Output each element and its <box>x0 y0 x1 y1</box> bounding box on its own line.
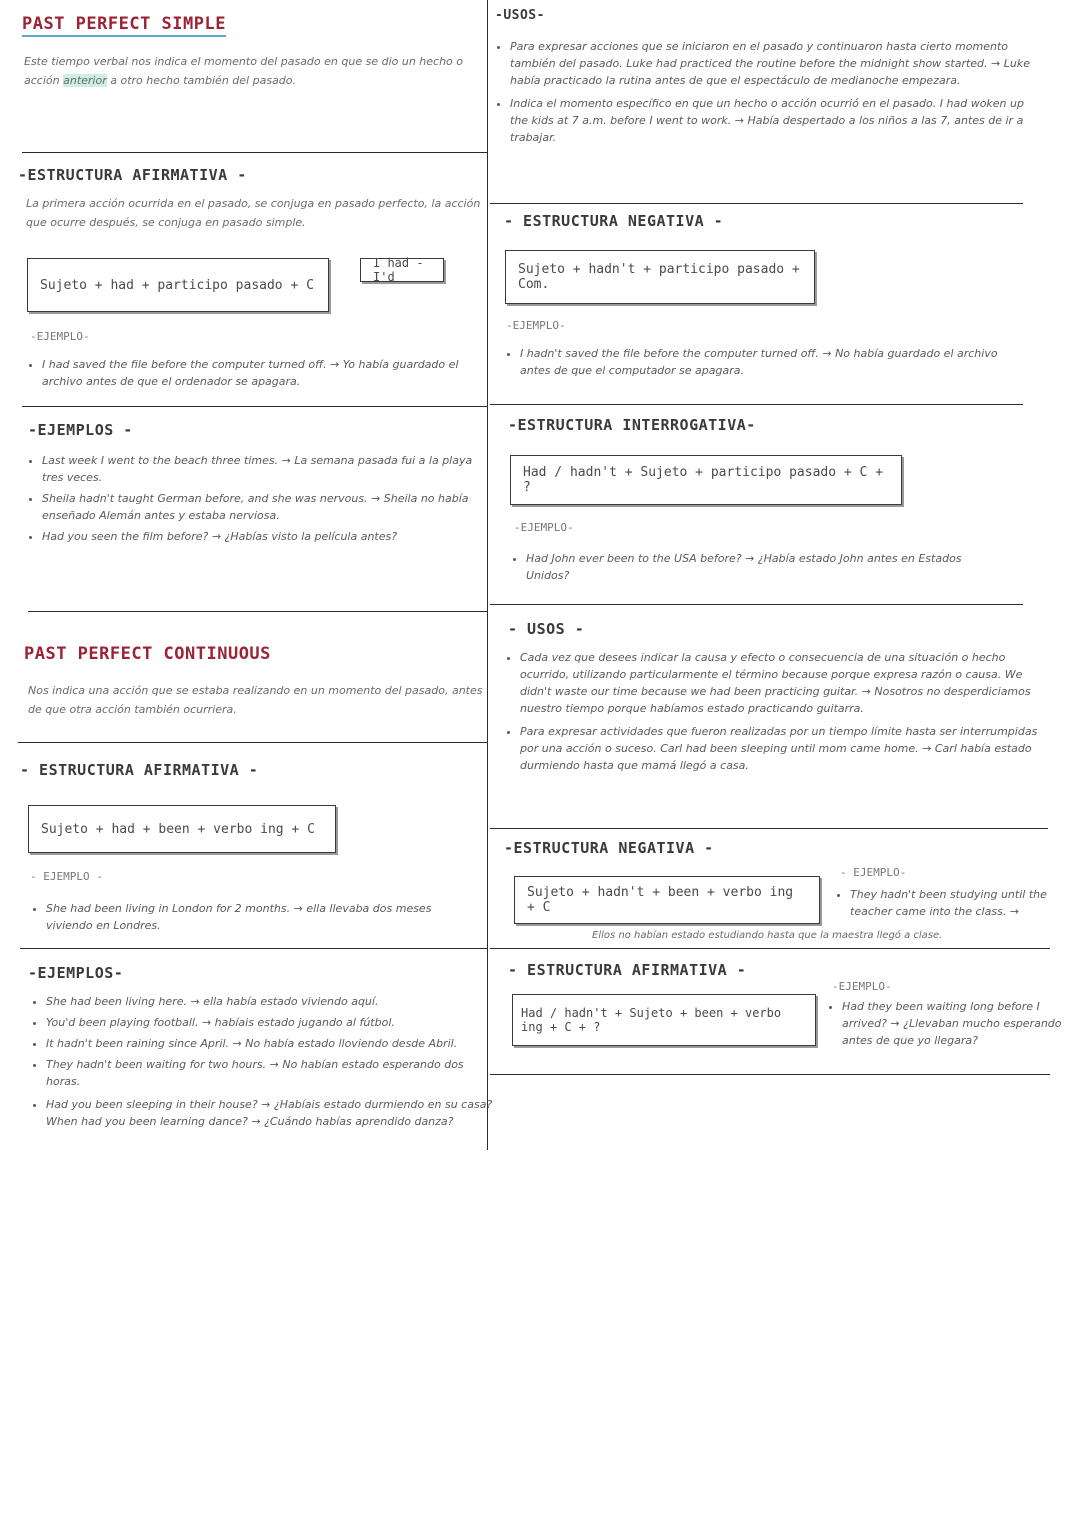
pps-ejemplos-list <box>28 452 492 549</box>
example-item: • Had they been waiting long before I arrived? → ¿Llevaban mucho esperando antes de que yo llegara? <box>842 998 1072 1049</box>
ejemplo-label: -EJEMPLO- <box>832 980 892 993</box>
ejemplo-label: -EJEMPLO- <box>30 330 90 343</box>
ppc-afirm-header: - ESTRUCTURA AFIRMATIVA - <box>20 761 259 779</box>
page-title: PAST PERFECT SIMPLE <box>22 14 226 37</box>
formula-text: Sujeto + had + participo pasado + C <box>40 277 314 293</box>
ppc-afirm-formula <box>28 805 336 853</box>
list-item: • It hadn't been raining since April. → No había estado lloviendo desde Abril. <box>46 1035 496 1052</box>
section-pps <box>22 14 226 37</box>
example-item: • I had saved the file before the computer turned off. → Yo había guardado el archivo antes de que el ordenador se apagara. <box>42 356 492 390</box>
ejemplo-label: - EJEMPLO - <box>30 870 103 883</box>
pps-int-header: -ESTRUCTURA INTERROGATIVA- <box>508 416 756 434</box>
formula-text: Had / hadn't + Sujeto + participo pasado + C + ? <box>523 465 884 495</box>
ppc-neg-formula <box>514 876 820 924</box>
ppc-afirm-example <box>32 900 466 938</box>
formula-text: Sujeto + had + been + verbo ing + C <box>41 821 315 837</box>
formula-text: Sujeto + hadn't + participo pasado + Com. <box>518 262 800 292</box>
ppc-ejemplos-header: -EJEMPLOS- <box>28 964 124 982</box>
ppc-neg-translation: Ellos no habían estado estudiando hasta que la maestra llegó a clase. <box>592 930 943 941</box>
ejemplo-label: -EJEMPLO- <box>514 521 574 534</box>
pps-intro <box>24 52 464 90</box>
ppc-neg-example <box>836 886 1060 924</box>
list-item: • Had you been sleeping in their house? → ¿Habíais estado durmiendo en su casa? When had you been learning dance? → ¿Cuándo habías aprendido danza? <box>46 1096 496 1130</box>
intro-text-end: a otro hecho también del pasado. <box>110 74 296 87</box>
list-item: • Cada vez que desees indicar la causa y efecto o consecuencia de una situación o hecho ocurrido, utilizando particularmente el término because porque expresa razón o causa. We didn't waste our time because we had been practicing guitar. → Nosotros no desperdiciamos nuestro tiempo porque habíamos estado practicando guitarra. <box>520 649 1048 717</box>
highlight-word: anterior <box>63 74 107 87</box>
list-item: • Had you seen the film before? → ¿Habías visto la película antes? <box>42 528 492 545</box>
pps-afirm-formula <box>27 258 329 312</box>
ppc-title: PAST PERFECT CONTINUOUS <box>24 644 271 664</box>
ppc-int-header: - ESTRUCTURA AFIRMATIVA - <box>508 961 747 979</box>
list-item: • Para expresar actividades que fueron realizadas por un tiempo límite hasta ser interrumpidas por una acción o suceso. Carl had been sleeping until mom came home. → Carl había estado durmiendo hasta que mamá llegó a casa. <box>520 723 1048 774</box>
pps-neg-header: - ESTRUCTURA NEGATIVA - <box>504 212 724 230</box>
pps-int-formula <box>510 455 902 505</box>
ppc-intro: Nos indica una acción que se estaba realizando en un momento del pasado, antes de que otra acción también ocurriera. <box>28 684 483 716</box>
formula-text: Had / hadn't + Sujeto + been + verbo ing + C + ? <box>521 1006 782 1034</box>
divider <box>18 742 487 743</box>
list-item: • Para expresar acciones que se iniciaron en el pasado y continuaron hasta cierto momento también del pasado. Luke had practiced the routine before the midnight show started. → Luke había practicado la rutina antes de que el espectáculo de medianoche empezara. <box>510 38 1030 89</box>
divider <box>490 604 1023 605</box>
ejemplo-label: - EJEMPLO- <box>840 866 907 879</box>
example-item: • Had John ever been to the USA before? → ¿Había estado John antes en Estados Unidos? <box>526 550 986 584</box>
list-item: • They hadn't been waiting for two hours. → No habían estado esperando dos horas. <box>46 1056 496 1090</box>
ppc-int-example <box>828 998 1072 1053</box>
divider <box>22 406 487 407</box>
contraction-box <box>360 258 444 282</box>
list-item: • She had been living here. → ella había estado viviendo aquí. <box>46 993 496 1010</box>
divider <box>490 1074 1050 1075</box>
list-item: • Sheila hadn't taught German before, and she was nervous. → Sheila no había enseñado Alemán antes y estaba nerviosa. <box>42 490 492 524</box>
contraction-text: I had - I'd <box>373 256 424 284</box>
pps-usos-header: -USOS- <box>495 8 545 23</box>
center-divider <box>487 0 488 1150</box>
ppc-usos-header: - USOS - <box>508 620 585 638</box>
formula-text: Sujeto + hadn't + been + verbo ing + C <box>527 885 794 915</box>
pps-afirm-example <box>28 356 492 394</box>
pps-neg-formula <box>505 250 815 304</box>
ppc-usos-list <box>506 649 1048 778</box>
pps-usos-list <box>496 38 1030 150</box>
pps-neg-example <box>506 345 1000 383</box>
example-item: • She had been living in London for 2 months. → ella llevaba dos meses viviendo en Londres. <box>46 900 466 934</box>
pps-ejemplos-header: -EJEMPLOS - <box>28 421 133 439</box>
divider <box>490 948 1050 949</box>
list-item: • Indica el momento específico en que un hecho o acción ocurrió en el pasado. I had woken up the kids at 7 a.m. before I went to work. → Había despertado a los niños a las 7, antes de ir a trabajar. <box>510 95 1030 146</box>
divider <box>28 611 487 612</box>
divider <box>490 828 1048 829</box>
ppc-ejemplos-list <box>32 993 496 1134</box>
example-item: • They hadn't been studying until the teacher came into the class. → <box>850 886 1060 920</box>
pps-afirm-header: -ESTRUCTURA AFIRMATIVA - <box>18 166 247 184</box>
intro-text: Este tiempo verbal nos indica el momento del pasado en que se dio un hecho o acción <box>24 55 464 87</box>
example-item: • I hadn't saved the file before the computer turned off. → No había guardado el archivo antes de que el computador se apagara. <box>520 345 1000 379</box>
divider <box>20 948 487 949</box>
ejemplo-label: -EJEMPLO- <box>506 319 566 332</box>
pps-afirm-text: La primera acción ocurrida en el pasado, se conjuga en pasado perfecto, la acción que ocurre después, se conjuga en pasado simple. <box>26 197 481 229</box>
list-item: • Last week I went to the beach three times. → La semana pasada fui a la playa tres veces. <box>42 452 492 486</box>
list-item: • You'd been playing football. → habíais estado jugando al fútbol. <box>46 1014 496 1031</box>
divider <box>490 404 1023 405</box>
ppc-neg-header: -ESTRUCTURA NEGATIVA - <box>504 839 714 857</box>
pps-int-example <box>512 550 986 588</box>
divider <box>22 152 487 153</box>
ppc-int-formula <box>512 994 816 1046</box>
divider <box>490 203 1023 204</box>
